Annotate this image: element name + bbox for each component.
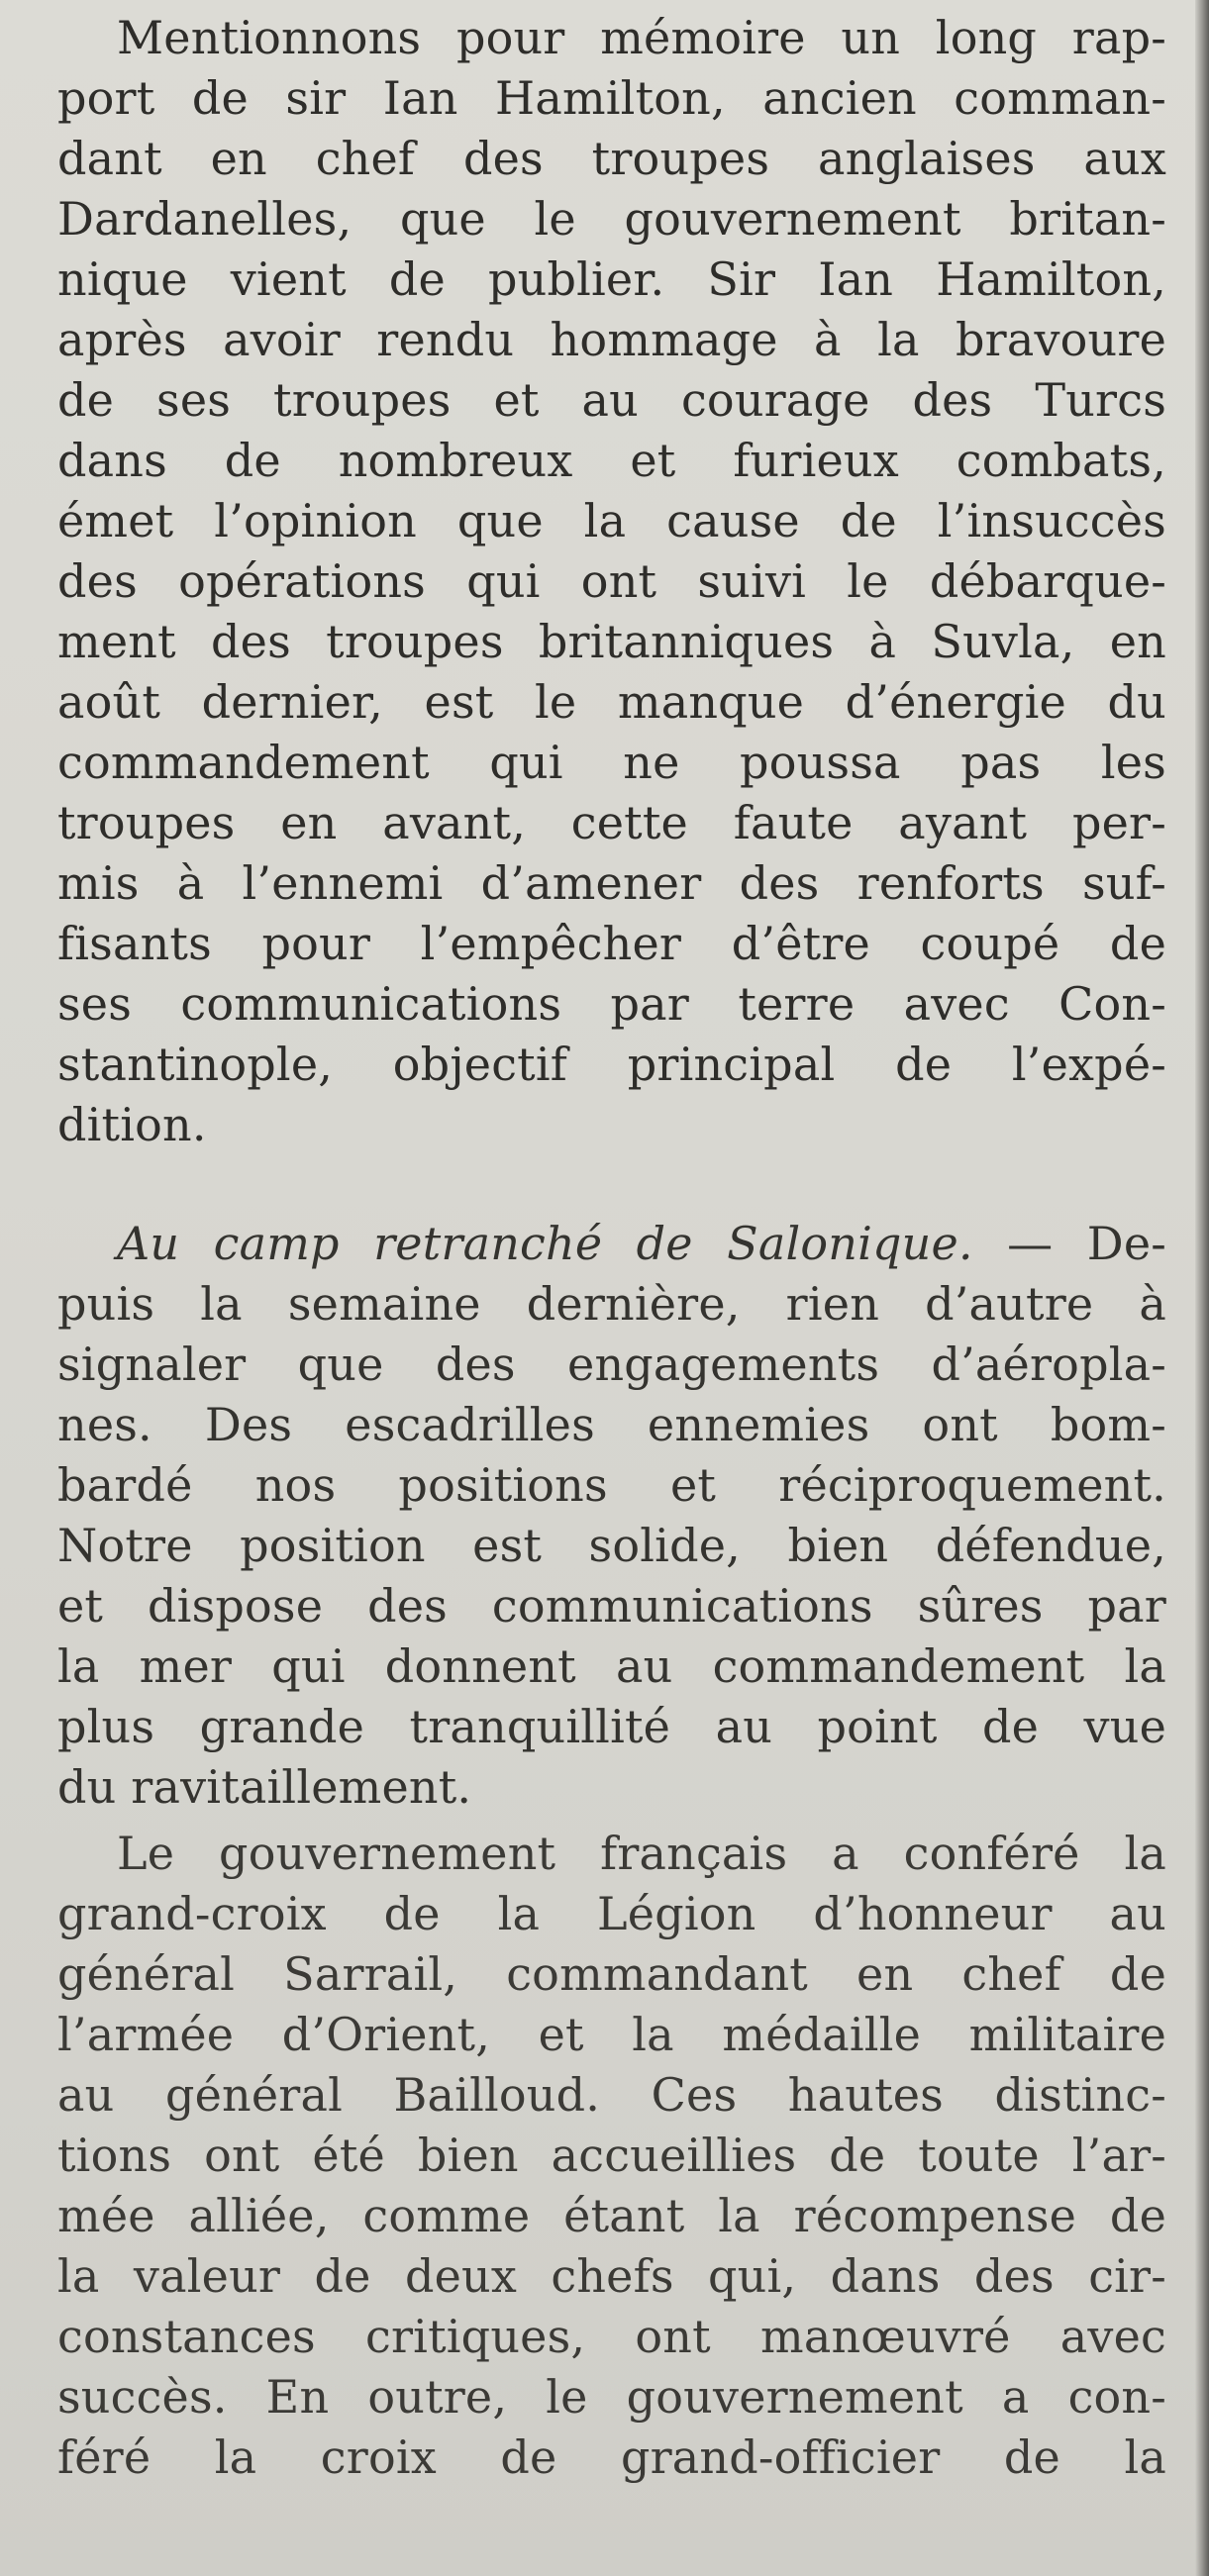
text-line: après avoir rendu hommage à la bravoure bbox=[57, 313, 1166, 366]
text-line: port de sir Ian Hamilton, ancien comman- bbox=[57, 71, 1166, 125]
text-line: fisants pour l’empêcher d’être coupé de bbox=[57, 917, 1166, 970]
text-line: de ses troupes et au courage des Turcs bbox=[57, 373, 1166, 427]
text-line: succès. En outre, le gouvernement a con- bbox=[57, 2370, 1166, 2424]
text-line: la valeur de deux chefs qui, dans des cir- bbox=[57, 2249, 1166, 2303]
text-line: des opérations qui ont suivi le débarque- bbox=[57, 554, 1166, 608]
text-line: dans de nombreux et furieux combats, bbox=[57, 434, 1166, 487]
text-line: stantinople, objectif principal de l’expé- bbox=[57, 1038, 1166, 1091]
text-line: bardé nos positions et réciproquement. bbox=[57, 1458, 1166, 1512]
text-line: et dispose des communications sûres par bbox=[57, 1579, 1166, 1633]
text-line: Le gouvernement français a conféré la bbox=[117, 1827, 1166, 1880]
text-line: féré la croix de grand-officier de la bbox=[57, 2430, 1166, 2484]
text-line-with-heading bbox=[57, 1214, 1166, 1274]
text-line: plus grande tranquillité au point de vue bbox=[57, 1700, 1166, 1753]
text-line: Dardanelles, que le gouvernement britan- bbox=[57, 192, 1166, 246]
text-line: général Sarrail, commandant en chef de bbox=[57, 1947, 1166, 2001]
text-line: troupes en avant, cette faute ayant per- bbox=[57, 796, 1166, 849]
text-line: Notre position est solide, bien défendue, bbox=[57, 1519, 1166, 1572]
text-line: commandement qui ne poussa pas les bbox=[57, 736, 1166, 789]
text-line: ment des troupes britanniques à Suvla, en bbox=[57, 615, 1166, 668]
text-fragment: — De- bbox=[972, 1217, 1167, 1270]
page-edge-shadow bbox=[1195, 0, 1209, 2576]
text-line: Mentionnons pour mémoire un long rap- bbox=[117, 11, 1166, 64]
text-line: dant en chef des troupes anglaises aux bbox=[57, 132, 1166, 185]
text-line: mis à l’ennemi d’amener des renforts suf- bbox=[57, 856, 1166, 910]
text-line: l’armée d’Orient, et la médaille militaire bbox=[57, 2008, 1166, 2061]
text-line: ses communications par terre avec Con- bbox=[57, 977, 1166, 1031]
text-line: signaler que des engagements d’aéropla- bbox=[57, 1338, 1166, 1391]
text-line: nes. Des escadrilles ennemies ont bom- bbox=[57, 1398, 1166, 1451]
text-line: grand-croix de la Légion d’honneur au bbox=[57, 1887, 1166, 1940]
text-line: nique vient de publier. Sir Ian Hamilton, bbox=[57, 252, 1166, 306]
text-line: août dernier, est le manque d’énergie du bbox=[57, 675, 1166, 729]
text-line: du ravitaillement. bbox=[57, 1760, 472, 1814]
section-heading: Au camp retranché de Salonique. bbox=[117, 1217, 973, 1270]
text-line: constances critiques, ont manœuvré avec bbox=[57, 2310, 1166, 2363]
text-line: mée alliée, comme étant la récompense de bbox=[57, 2189, 1166, 2242]
paragraph-salonique bbox=[57, 1214, 1166, 1818]
text-line: tions ont été bien accueillies de toute l’ar- bbox=[57, 2129, 1166, 2182]
paragraph-legion-honneur bbox=[57, 1824, 1166, 2488]
text-line: puis la semaine dernière, rien d’autre à bbox=[57, 1277, 1166, 1331]
text-line: au général Bailloud. Ces hautes distinc- bbox=[57, 2068, 1166, 2122]
text-line: émet l’opinion que la cause de l’insuccès bbox=[57, 494, 1166, 547]
text-line: la mer qui donnent au commandement la bbox=[57, 1639, 1166, 1693]
paragraph-hamilton-report bbox=[57, 8, 1166, 1155]
text-line: dition. bbox=[57, 1098, 207, 1151]
